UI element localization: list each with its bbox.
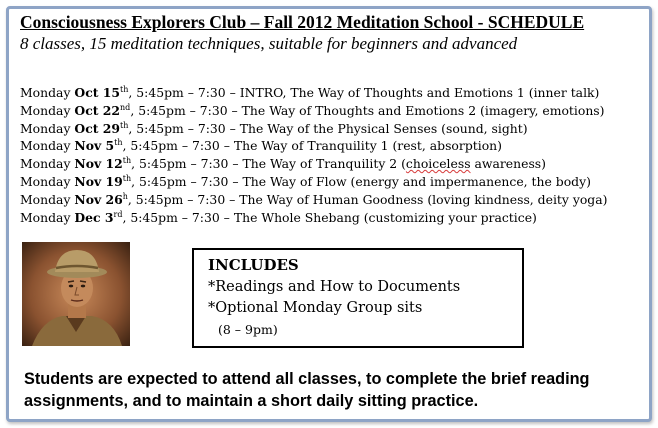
schedule-time: , 5:45pm – 7:30 – xyxy=(122,209,234,225)
schedule-list xyxy=(20,84,640,226)
schedule-time: , 5:45pm – 7:30 – xyxy=(131,156,243,172)
schedule-day: Monday xyxy=(20,102,71,118)
schedule-time: , 5:45pm – 7:30 – xyxy=(122,138,234,154)
schedule-description: The Way of Flow (energy and impermanence, the body) xyxy=(242,173,591,189)
date-suffix: h xyxy=(122,191,128,201)
includes-heading: INCLUDES xyxy=(208,256,299,274)
includes-box xyxy=(192,248,524,348)
schedule-row xyxy=(20,102,640,120)
date-suffix: nd xyxy=(120,102,131,112)
schedule-day: Monday xyxy=(20,156,71,172)
schedule-date: Nov 26 xyxy=(74,191,123,207)
schedule-description: The Way of Human Goodness (loving kindness, deity yoga) xyxy=(239,191,608,207)
schedule-row xyxy=(20,155,640,173)
page-subtitle: 8 classes, 15 meditation techniques, suitable for beginners and advanced xyxy=(20,34,518,53)
schedule-row xyxy=(20,84,640,102)
schedule-day: Monday xyxy=(20,138,71,154)
schedule-time: , 5:45pm – 7:30 – xyxy=(131,173,243,189)
schedule-day: Monday xyxy=(20,191,71,207)
schedule-time: , 5:45pm – 7:30 – xyxy=(128,85,240,100)
schedule-description: The Way of Tranquility 1 (rest, absorption) xyxy=(233,138,502,154)
schedule-description: The Way of Tranquility 2 ( xyxy=(242,156,406,172)
schedule-day: Monday xyxy=(20,173,71,189)
schedule-row xyxy=(20,137,640,155)
schedule-description: The Whole Shebang (customizing your practice) xyxy=(233,209,537,225)
schedule-time: , 5:45pm – 7:30 – xyxy=(128,120,240,136)
date-suffix: th xyxy=(122,156,132,166)
schedule-date: Dec 3 xyxy=(74,209,114,225)
includes-note: (8 – 9pm) xyxy=(218,322,278,337)
schedule-day: Monday xyxy=(20,120,71,136)
includes-item: *Optional Monday Group sits xyxy=(208,300,423,316)
schedule-row xyxy=(20,209,640,227)
date-suffix: rd xyxy=(113,209,123,219)
schedule-description: The Way of Thoughts and Emotions 2 (imagery, emotions) xyxy=(241,102,605,118)
schedule-time: , 5:45pm – 7:30 – xyxy=(127,191,240,207)
date-suffix: th xyxy=(114,138,123,148)
portrait-photo-icon xyxy=(22,242,130,346)
portrait-illustration xyxy=(22,242,130,346)
misspelled-word: choiceless xyxy=(405,156,471,172)
date-suffix: th xyxy=(120,84,129,94)
schedule-day: Monday xyxy=(20,209,71,225)
schedule-row xyxy=(20,173,640,191)
schedule-row xyxy=(20,191,640,209)
schedule-time: , 5:45pm – 7:30 – xyxy=(130,102,242,118)
date-suffix: th xyxy=(120,120,129,130)
date-suffix: th xyxy=(122,173,132,183)
schedule-row xyxy=(20,120,640,138)
schedule-date: Nov 12 xyxy=(74,156,123,172)
schedule-day: Monday xyxy=(20,85,71,100)
schedule-date: Nov 5 xyxy=(74,138,115,154)
schedule-date: Oct 15 xyxy=(74,85,121,100)
footer-note: Students are expected to attend all classes, to complete the brief reading assignments, and to maintain a short daily sitting practice. xyxy=(24,370,590,410)
schedule-date: Oct 22 xyxy=(74,102,121,118)
schedule-description: The Way of the Physical Senses (sound, sight) xyxy=(239,120,528,136)
schedule-date: Oct 29 xyxy=(74,120,121,136)
schedule-description: INTRO, The Way of Thoughts and Emotions 1 (inner talk) xyxy=(239,85,600,100)
page-title: Consciousness Explorers Club – Fall 2012 Meditation School - SCHEDULE xyxy=(20,12,585,32)
schedule-date: Nov 19 xyxy=(74,173,123,189)
schedule-description-end: awareness) xyxy=(470,156,547,172)
includes-item: *Readings and How to Documents xyxy=(208,279,461,295)
